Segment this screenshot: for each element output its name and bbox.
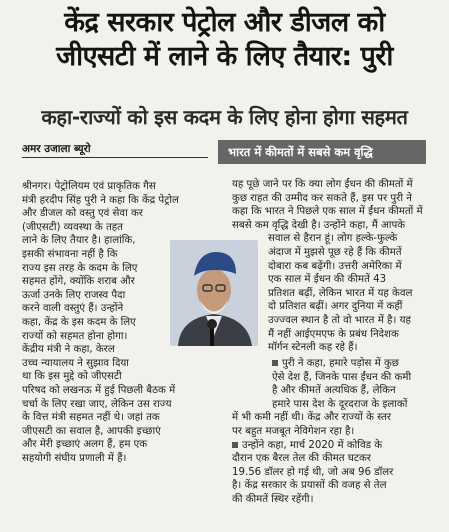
right-top-line: उज्ज्वल स्थान है तो वो भारत में है। यह <box>268 314 411 326</box>
left-line: श्रीनगर। पेट्रोलियम एवं प्राकृतिक गैस <box>22 181 156 192</box>
right-bottom-line-6 <box>232 439 437 453</box>
right-bottom-line-0 <box>232 357 437 371</box>
left-line: और डीजल को वस्तु एवं सेवा कर <box>22 208 143 220</box>
right-top-line: कुछ राहत की उम्मीद कर सकते हैं, इस पर पुरी ने <box>232 192 412 204</box>
right-top-line: मैं नहीं आईएमएफ के प्रबंध निदेशक <box>268 328 399 340</box>
right-top-line: दोबारा कब बढ़ेंगी। उत्तरी अमेरिका में <box>268 260 402 272</box>
left-line: इसकी संभावना नहीं है कि <box>22 248 118 260</box>
byline: अमर उजाला ब्यूरो <box>22 143 91 155</box>
left-line: चर्चा के लिए रखा जाए, लेकिन उस राज्य <box>22 398 172 410</box>
left-line: करने वाली वस्तुएं हैं। उन्होंने <box>22 303 124 315</box>
right-top-line: कहा कि भारत ने पिछले एक साल में ईंधन कीमतों में <box>232 206 423 218</box>
right-bottom-line: 19.56 डॉलर हो गई थी, जो अब 96 डॉलर <box>232 466 394 478</box>
right-bottom-line: दौरान एक बैरल तेल की कीमत घटकर <box>232 453 371 465</box>
left-line: जीएसटी का सवाल है, आपकी इच्छाएं <box>22 425 161 437</box>
subheadline: कहा-राज्यों को इस कदम के लिए होना होगा सहमत <box>41 105 408 129</box>
right-top-line: एक साल में ईंधन की कीमतें 43 <box>268 274 387 286</box>
left-line: मंत्री हरदीप सिंह पुरी ने कहा कि केंद्र पेट्रोल <box>22 194 179 206</box>
bullet-square-icon <box>232 442 238 448</box>
right-top-line: सवाल से हैरान हूं। लोग हल्के-फुल्के <box>268 233 398 245</box>
left-line: सहयोगी संघीय प्रणाली में हैं। <box>22 452 127 464</box>
headline <box>6 6 443 74</box>
sidebar-title: भारत में कीमतों में सबसे कम वृद्धि <box>218 140 426 164</box>
right-bottom-line: में भी कमी नहीं थी। केंद्र और राज्यों के स्तर <box>232 412 392 424</box>
right-bottom-line: है और कीमतें अत्यधिक हैं, लेकिन <box>272 385 396 397</box>
left-line: (जीएसटी) व्यवस्था के तहत <box>22 221 123 233</box>
right-top-line: अंदाज में मुझसे पूछ रहे हैं कि कीमतें <box>268 246 402 258</box>
left-line: के वित्त मंत्री सहमत नहीं थे। जहां तक <box>22 412 160 424</box>
right-top-line: सबसे कम वृद्धि देखी है। उन्होंने कहा, मैं आपके <box>232 219 406 231</box>
left-line: परिषद को लखनऊ में हुई पिछली बैठक में <box>22 384 176 396</box>
left-line: ऊर्जा उनके लिए राजस्व पैदा <box>22 289 126 301</box>
right-bottom-line: हमारे पास देश के दूरदराज के इलाकों <box>272 398 408 410</box>
left-line: केंद्रीय मंत्री ने कहा, केरल <box>22 344 115 356</box>
right-top-line: मॉर्गन स्टेनली कह रहे हैं। <box>268 342 358 354</box>
right-bottom-line: की कीमतें स्थिर रहेंगी। <box>232 493 314 505</box>
byline-rule <box>22 157 208 158</box>
right-top-line: यह पूछे जाने पर कि क्या लोग ईंधन की कीमतों में <box>232 179 413 190</box>
left-line: कहा, केंद्र के इस कदम के लिए <box>22 316 136 328</box>
left-line: सहमत होंगे, क्योंकि शराब और <box>22 276 135 288</box>
left-line: था कि इस मुद्दे को जीएसटी <box>22 371 122 383</box>
headline-line-1: केंद्र सरकार पेट्रोल और डीजल को <box>64 7 385 38</box>
right-bottom-line: ऐसे देश हैं, जिनके पास ईंधन की कमी <box>272 371 412 383</box>
right-top-line: दो प्रतिशत बढ़ीं। अगर दुनिया में कहीं <box>268 301 403 313</box>
right-top-column <box>232 178 432 355</box>
right-bottom-text: उन्होंने कहा, मार्च 2020 में कोविड के <box>242 439 383 451</box>
right-bottom-line: पर बहुत मजबूत नेविगेशन रहा है। <box>232 425 355 437</box>
bullet-square-icon <box>272 360 278 366</box>
left-line: और मेरी इच्छाएं अलग हैं, हम एक <box>22 439 148 451</box>
right-top-line: प्रतिशत बढ़ीं, लेकिन भारत में यह केवल <box>268 287 413 299</box>
headline-line-2: जीएसटी में लाने के लिए तैयार: पुरी <box>56 41 393 72</box>
right-bottom-text: पुरी ने कहा, हमारे पड़ोस में कुछ <box>282 358 399 369</box>
right-bottom-column <box>232 357 437 507</box>
left-line: राज्यों को सहमत होना होगा। <box>22 330 128 342</box>
right-bottom-line: है। केंद्र सरकार के प्रयासों की वजह से तेल <box>232 480 387 492</box>
left-line: राज्य इस तरह के कदम के लिए <box>22 262 138 274</box>
left-line: लाने के लिए तैयार है। हालांकि, <box>22 235 136 247</box>
left-line: उच्च न्यायालय ने सुझाव दिया <box>22 357 129 369</box>
